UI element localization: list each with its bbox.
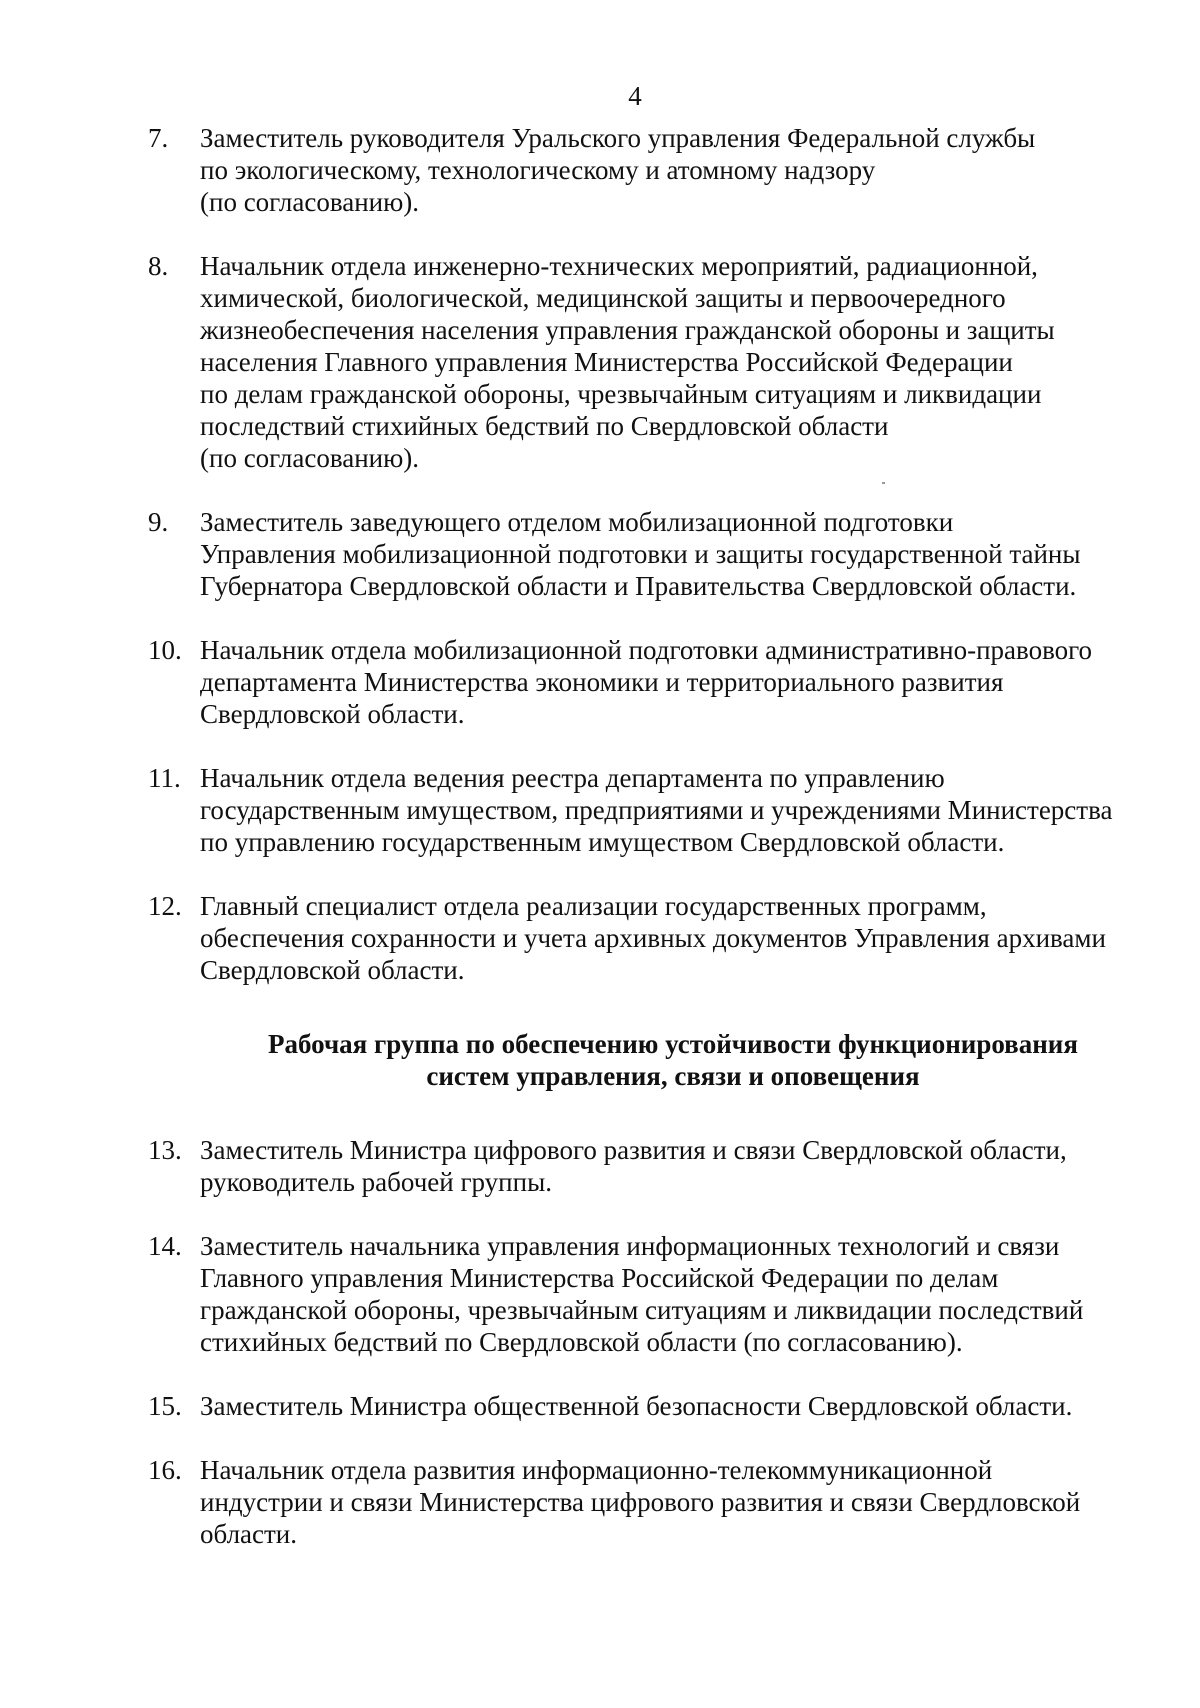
list-item-text xyxy=(200,634,1158,730)
list-item-number: 13. xyxy=(148,1135,182,1165)
list-item-number: 8. xyxy=(148,251,169,281)
items-before-group xyxy=(148,122,1158,986)
list-item xyxy=(148,1230,1158,1358)
list-item-number: 14. xyxy=(148,1231,182,1261)
list-item xyxy=(148,634,1158,730)
items-after-group xyxy=(148,1134,1158,1550)
section-heading-line: систем управления, связи и оповещения xyxy=(426,1061,920,1091)
list-item xyxy=(148,762,1158,858)
list-item-line: государственным имуществом, предприятиями и учреждениями Министерства xyxy=(200,795,1113,825)
list-item-number: 12. xyxy=(148,891,182,921)
list-item xyxy=(148,122,1158,218)
list-item-text xyxy=(200,1134,1158,1198)
list-item-number: 9. xyxy=(148,507,169,537)
list-item-line: населения Главного управления Министерства Российской Федерации xyxy=(200,347,1013,377)
list-item-number: 7. xyxy=(148,123,169,153)
list-item-line: Начальник отдела мобилизационной подготовки административно-правового xyxy=(200,635,1093,665)
section-heading-line: Рабочая группа по обеспечению устойчивости функционирования xyxy=(268,1029,1078,1059)
list-item-line: Губернатора Свердловской области и Правительства Свердловской области. xyxy=(200,571,1077,601)
list-item-number: 11. xyxy=(148,763,181,793)
list-item-line: индустрии и связи Министерства цифрового развития и связи Свердловской xyxy=(200,1487,1081,1517)
list-item-text xyxy=(200,122,1158,218)
list-item-line: руководитель рабочей группы. xyxy=(200,1167,552,1197)
list-item-number: 15. xyxy=(148,1391,182,1421)
list-item-line: департамента Министерства экономики и территориального развития xyxy=(200,667,1004,697)
list-item xyxy=(148,890,1158,986)
section-heading xyxy=(148,1028,1158,1092)
list-item-line: (по согласованию). xyxy=(200,187,420,217)
scan-speck xyxy=(882,482,885,484)
list-item-text xyxy=(200,1230,1158,1358)
list-item-line: по управлению государственным имуществом Свердловской области. xyxy=(200,827,1005,857)
list-item-line: стихийных бедствий по Свердловской области (по согласованию). xyxy=(200,1327,963,1357)
list-item-text xyxy=(200,506,1158,602)
list-item-line: Свердловской области. xyxy=(200,955,465,985)
list-item-line: области. xyxy=(200,1519,298,1549)
list-item-text xyxy=(200,1454,1158,1550)
list-item-text xyxy=(200,250,1158,474)
list-item-line: по экологическому, технологическому и атомному надзору xyxy=(200,155,876,185)
list-item-line: по делам гражданской обороны, чрезвычайным ситуациям и ликвидации xyxy=(200,379,1042,409)
list-item-text xyxy=(200,890,1158,986)
list-item-text xyxy=(200,1390,1158,1422)
list-item-line: Начальник отдела развития информационно-телекоммуникационной xyxy=(200,1455,993,1485)
list-item-text xyxy=(200,762,1158,858)
list-item-line: Главного управления Министерства Российской Федерации по делам xyxy=(200,1263,999,1293)
list-item-line: Начальник отдела инженерно-технических мероприятий, радиационной, xyxy=(200,251,1038,281)
list-item-line: Заместитель руководителя Уральского управления Федеральной службы xyxy=(200,123,1036,153)
list-item-line: Заместитель заведующего отделом мобилизационной подготовки xyxy=(200,507,954,537)
list-item xyxy=(148,250,1158,474)
list-item xyxy=(148,1454,1158,1550)
list-item-number: 16. xyxy=(148,1455,182,1485)
list-item-line: последствий стихийных бедствий по Свердловской области xyxy=(200,411,889,441)
list-item-line: жизнеобеспечения населения управления гражданской обороны и защиты xyxy=(200,315,1055,345)
list-item-line: Заместитель Министра общественной безопасности Свердловской области. xyxy=(200,1391,1073,1421)
list-item-line: Заместитель начальника управления информационных технологий и связи xyxy=(200,1231,1060,1261)
list-item-line: Управления мобилизационной подготовки и защиты государственной тайны xyxy=(200,539,1081,569)
page-number: 4 xyxy=(628,81,642,111)
list-item-line: гражданской обороны, чрезвычайным ситуациям и ликвидации последствий xyxy=(200,1295,1084,1325)
list-item-line: химической, биологической, медицинской защиты и первоочередного xyxy=(200,283,1006,313)
list-item xyxy=(148,1390,1158,1422)
list-item-line: Свердловской области. xyxy=(200,699,465,729)
list-item-line: (по согласованию). xyxy=(200,443,420,473)
members-list xyxy=(148,122,1158,1582)
list-item-line: Заместитель Министра цифрового развития и связи Свердловской области, xyxy=(200,1135,1067,1165)
list-item xyxy=(148,506,1158,602)
list-item xyxy=(148,1134,1158,1198)
list-item-number: 10. xyxy=(148,635,182,665)
list-item-line: Главный специалист отдела реализации государственных программ, xyxy=(200,891,987,921)
list-item-line: обеспечения сохранности и учета архивных документов Управления архивами xyxy=(200,923,1106,953)
list-item-line: Начальник отдела ведения реестра департамента по управлению xyxy=(200,763,945,793)
